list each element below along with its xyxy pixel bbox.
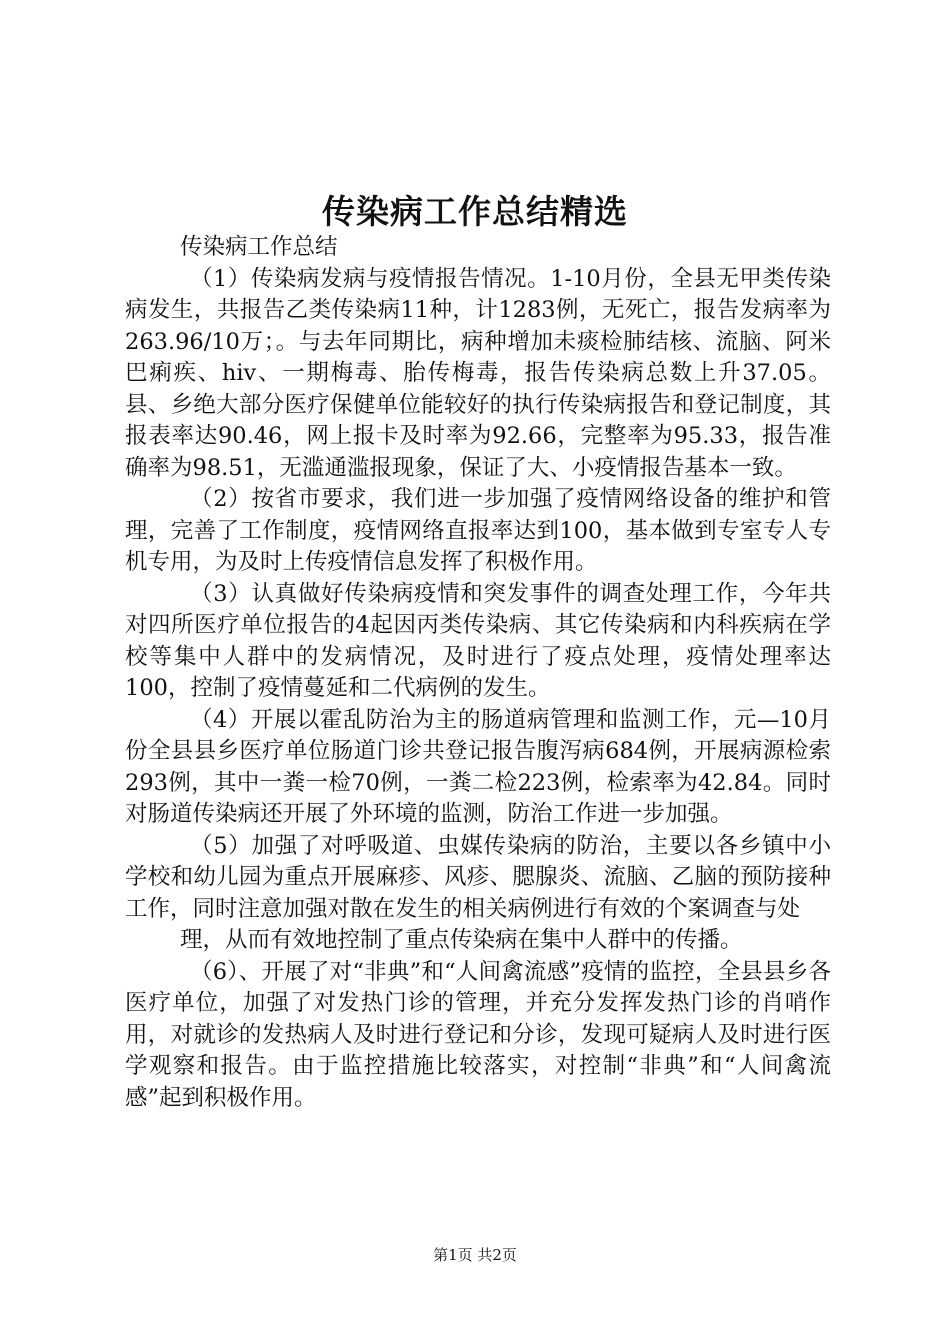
paragraph-2: （2）按省市要求，我们进一步加强了疫情网络设备的维护和管理，完善了工作制度，疫情网络直报率达到100，基本做到专室专人专机专用，为及时上传疫情信息发挥了积极作用。 [125, 486, 831, 575]
document-body [125, 232, 831, 1114]
page-footer: 第1页 共2页 [433, 1246, 517, 1264]
section-subtitle: 传染病工作总结 [180, 234, 338, 260]
page-title: 传染病工作总结精选 [322, 192, 628, 231]
paragraph-3: （3）认真做好传染病疫情和突发事件的调查处理工作，今年共对四所医疗单位报告的4起因丙类传染病、其它传染病和内科疾病在学校等集中人群中的发病情况，及时进行了疫点处理，疫情处理率达100，控制了疫情蔓延和二代病例的发生。 [125, 580, 831, 701]
paragraph-6: （6）、开展了对“非典”和“人间禽流感”疫情的监控，全县县乡各医疗单位，加强了对发热门诊的管理，并充分发挥发热门诊的肖哨作用，对就诊的发热病人及时进行登记和分诊，发现可疑病人及时进行医学观察和报告。由于监控措施比较落实，对控制“非典”和“人间禽流感”起到积极作用。 [125, 958, 831, 1111]
paragraph-4: （4）开展以霍乱防治为主的肠道病管理和监测工作，元—10月份全县县乡医疗单位肠道门诊共登记报告腹泻病684例，开展病源检索293例，其中一粪一检70例，一粪二检223例，检索率为42.84。同时对肠道传染病还开展了外环境的监测，防治工作进一步加强。 [125, 706, 831, 827]
paragraph-1: （1）传染病发病与疫情报告情况。1-10月份，全县无甲类传染病发生，共报告乙类传染病11种，计1283例，无死亡，报告发病率为263.96/10万；。与去年同期比，病种增加未痰检肺结核、流脑、阿米巴痢疾、hiv、一期梅毒、胎传梅毒，报告传染病总数上升37.05。县、乡绝大部分医疗保健单位能较好的执行传染病报告和登记制度，其报表率达90.46，网上报卡及时率为92.66，完整率为95.33，报告准确率为98.51，无滥通滥报现象，保证了大、小疫情报告基本一致。 [125, 265, 831, 481]
paragraph-5-continuation: 理，从而有效地控制了重点传染病在集中人群中的传播。 [180, 927, 743, 953]
paragraph-5: （5）加强了对呼吸道、虫媒传染病的防治，主要以各乡镇中小学校和幼儿园为重点开展麻疹、风疹、腮腺炎、流脑、乙脑的预防接种工作，同时注意加强对散在发生的相关病例进行有效的个案调查与处 [125, 832, 831, 922]
